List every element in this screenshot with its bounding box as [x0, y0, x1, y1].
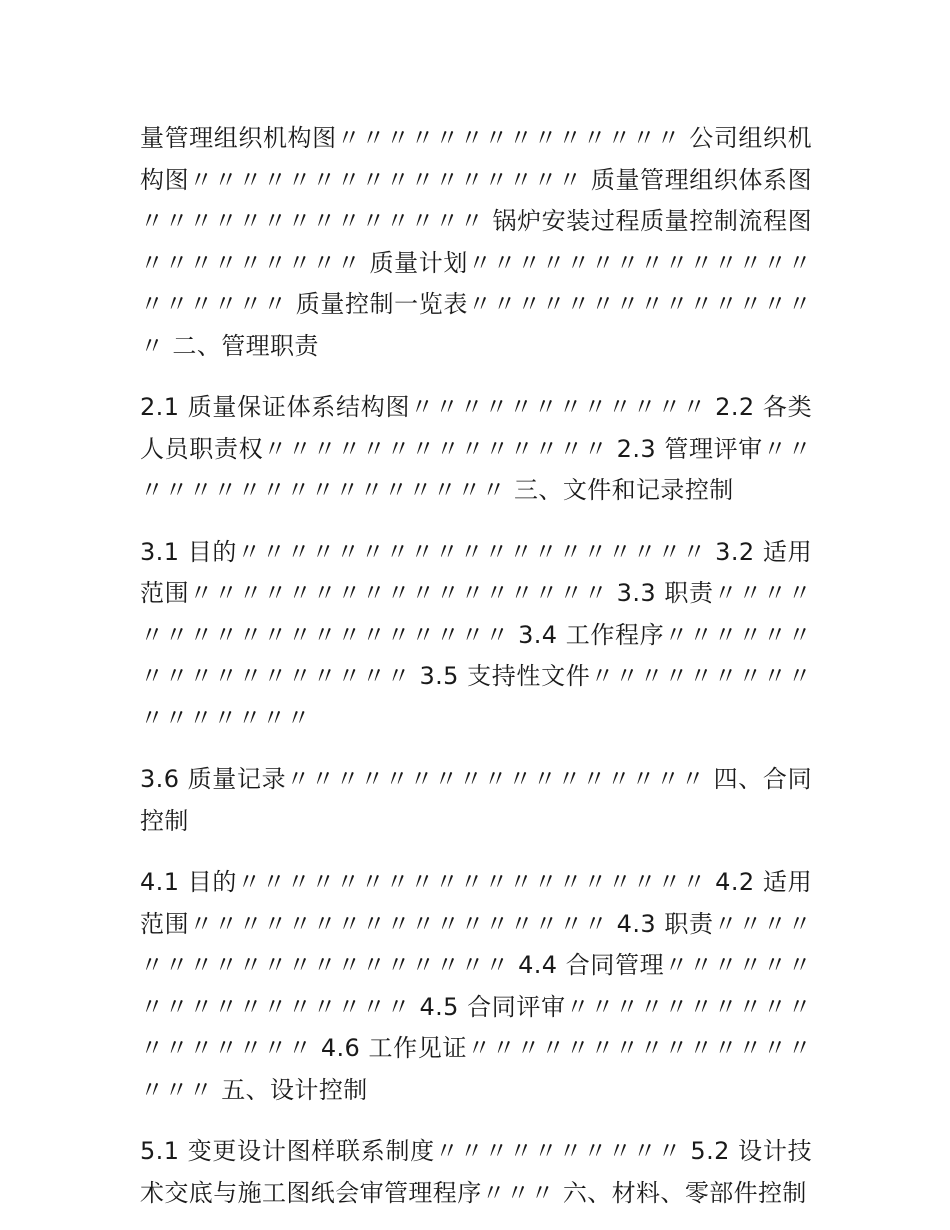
paragraph-gap: [140, 842, 812, 862]
toc-paragraph-6: 5.1 变更设计图样联系制度〃〃〃〃〃〃〃〃〃〃 5.2 设计技术交底与施工图纸会审管理程序〃〃〃 六、材料、零部件控制: [140, 1137, 812, 1207]
paragraph-gap: [140, 367, 812, 387]
toc-paragraph-3: 3.1 目的〃〃〃〃〃〃〃〃〃〃〃〃〃〃〃〃〃〃〃 3.2 适用范围〃〃〃〃〃〃〃〃〃〃〃〃〃〃〃〃〃 3.3 职责〃〃〃〃〃〃〃〃〃〃〃〃〃〃〃〃〃〃〃 3.4 工作程序〃〃〃〃〃〃〃〃〃〃〃〃〃〃〃〃〃 3.5 支持性文件〃〃〃〃〃〃〃〃〃〃〃〃〃〃〃〃: [140, 537, 812, 732]
toc-paragraph-2: 2.1 质量保证体系结构图〃〃〃〃〃〃〃〃〃〃〃〃 2.2 各类人员职责权〃〃〃〃〃〃〃〃〃〃〃〃〃〃 2.3 管理评审〃〃〃〃〃〃〃〃〃〃〃〃〃〃〃〃〃 三、文件和记录控制: [140, 393, 812, 504]
toc-paragraph-5: 4.1 目的〃〃〃〃〃〃〃〃〃〃〃〃〃〃〃〃〃〃〃 4.2 适用范围〃〃〃〃〃〃〃〃〃〃〃〃〃〃〃〃〃 4.3 职责〃〃〃〃〃〃〃〃〃〃〃〃〃〃〃〃〃〃〃 4.4 合同管理〃〃〃〃〃〃〃〃〃〃〃〃〃〃〃〃〃 4.5 合同评审〃〃〃〃〃〃〃〃〃〃〃〃〃〃〃〃〃 4.6 工作见证〃〃〃〃〃〃〃〃〃〃〃〃〃〃〃〃〃 五、设计控制: [140, 868, 812, 1104]
paragraph-gap: [140, 739, 812, 759]
paragraph-gap: [140, 512, 812, 532]
toc-paragraph-4: 3.6 质量记录〃〃〃〃〃〃〃〃〃〃〃〃〃〃〃〃〃 四、合同控制: [140, 765, 812, 835]
paragraph-gap: [140, 1111, 812, 1131]
document-page: [140, 118, 812, 1214]
toc-paragraph-1: 量管理组织机构图〃〃〃〃〃〃〃〃〃〃〃〃〃〃 公司组织机构图〃〃〃〃〃〃〃〃〃〃〃〃〃〃〃〃 质量管理组织体系图〃〃〃〃〃〃〃〃〃〃〃〃〃〃 锅炉安装过程质量控制流程图〃〃〃〃〃〃〃〃〃 质量计划〃〃〃〃〃〃〃〃〃〃〃〃〃〃〃〃〃〃〃〃 质量控制一览表〃〃〃〃〃〃〃〃〃〃〃〃〃〃〃 二、管理职责: [140, 124, 812, 360]
